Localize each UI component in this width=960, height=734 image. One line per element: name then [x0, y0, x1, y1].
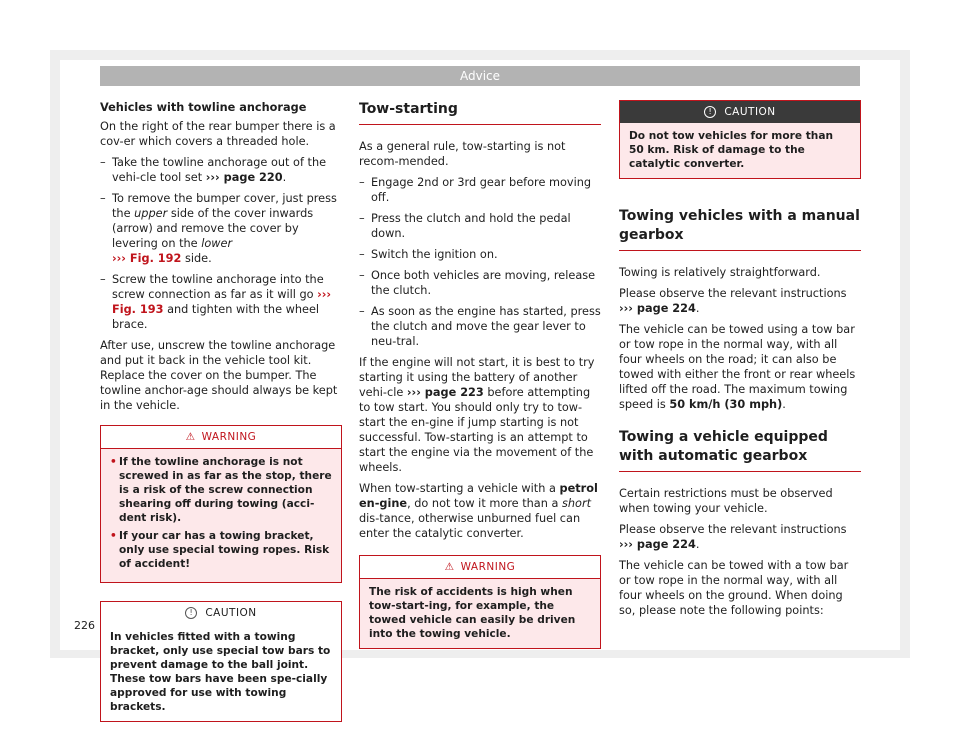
list-item: – Screw the towline anchorage into the screw connection as far as it will go ››› Fig. 193 and tighten with the wheel brace.	[100, 272, 342, 332]
warning-box	[359, 555, 601, 649]
paragraph: Towing is relatively straightforward.	[619, 266, 821, 279]
paragraph-intro: On the right of the rear bumper there is a cov-er which covers a threaded hole.	[100, 120, 336, 148]
page-link[interactable]: ››› page 220	[205, 171, 283, 184]
warning-box	[100, 425, 342, 583]
heading-manual-gearbox: Towing vehicles with a manual gearbox	[619, 207, 861, 251]
page-link[interactable]: ››› page 224	[619, 538, 696, 551]
caution-body: Do not tow vehicles for more than 50 km. Risk of damage to the catalytic converter.	[620, 123, 860, 178]
warning-triangle-icon: ⚠	[444, 561, 455, 573]
list-item: – To remove the bumper cover, just press the upper side of the cover inwards (arrow) and remove the cover by levering on the lower ››› Fig. 192 side.	[100, 191, 342, 266]
warning-header: ⚠ WARNING	[360, 556, 600, 579]
column-3	[619, 100, 861, 624]
list-item: – Engage 2nd or 3rd gear before moving off.	[359, 175, 601, 205]
paragraph: Please observe the relevant instructions ››› page 224.	[619, 523, 847, 551]
bullet-icon: •	[110, 456, 117, 468]
paragraph-petrol-engine: When tow-starting a vehicle with a petrol en-gine, do not tow it more than a short dis-tance, otherwise unburned fuel can enter the catalytic converter.	[359, 482, 598, 540]
info-circle-icon: !	[185, 607, 197, 619]
figure-link[interactable]: ››› Fig. 192	[112, 252, 182, 265]
caution-header: ! CAUTION	[620, 101, 860, 123]
column-2	[359, 100, 601, 661]
caution-body: In vehicles fitted with a towing bracket, only use special tow bars to prevent damage to the ball joint. These tow bars have been spe-cially approved for use with towing brackets.	[101, 624, 341, 721]
warning-header: ⚠ WARNING	[101, 426, 341, 449]
warning-body	[101, 449, 341, 582]
page-number: 226	[74, 619, 95, 632]
list-item: • If the towline anchorage is not screwed in as far as the stop, there is a risk of the screw connection shearing off during towing (acci-dent risk).	[110, 456, 332, 524]
paragraph: Certain restrictions must be observed when towing your vehicle.	[619, 487, 833, 515]
bullet-icon: •	[110, 530, 117, 542]
caution-box	[619, 100, 861, 179]
page-link[interactable]: ››› page 224	[619, 302, 696, 315]
paragraph: The vehicle can be towed using a tow bar or tow rope in the normal way, with all four wheels on the road; it can also be towed with either the front or rear wheels lifted off the road. The maximum towing speed is 50 km/h (30 mph).	[619, 323, 856, 411]
figure-link[interactable]: ››› Fig. 193	[112, 288, 332, 316]
page-link[interactable]: ››› page 223	[406, 386, 484, 399]
caution-header: ! CAUTION	[101, 602, 341, 624]
paragraph: The vehicle can be towed with a tow bar or tow rope in the normal way, with all four wheels on the ground. When doing so, please note the following points:	[619, 559, 849, 617]
caution-box	[100, 601, 342, 722]
section-header: Advice	[100, 66, 860, 86]
paragraph-after-use: After use, unscrew the towline anchorage and put it back in the vehicle tool kit. Replace the cover on the bumper. The towline anchor-age should always be kept in the vehicle.	[100, 339, 338, 412]
paragraph-intro: As a general rule, tow-starting is not recom-mended.	[359, 140, 566, 168]
list-item: • If your car has a towing bracket, only use special towing ropes. Risk of accident!	[110, 530, 330, 570]
step-list	[100, 155, 342, 332]
list-item: – Press the clutch and hold the pedal down.	[359, 211, 601, 241]
list-item: – Once both vehicles are moving, release the clutch.	[359, 268, 601, 298]
info-circle-icon: !	[704, 106, 716, 118]
subheading-towline-anchorage: Vehicles with towline anchorage	[100, 101, 307, 114]
paragraph: Please observe the relevant instructions ››› page 224.	[619, 287, 847, 315]
paragraph-jump-start: If the engine will not start, it is best to try starting it using the battery of another vehi-cle ››› page 223 before attempting to tow start. You should only try to tow-start the en-gine if jump starting is not successful. Tow-starting is an attempt to start the engine via the movement of the wheels.	[359, 356, 595, 474]
column-1	[100, 100, 342, 734]
heading-automatic-gearbox: Towing a vehicle equipped with automatic gearbox	[619, 428, 861, 472]
warning-triangle-icon: ⚠	[185, 431, 196, 443]
list-item: – Switch the ignition on.	[359, 247, 601, 262]
heading-tow-starting: Tow-starting	[359, 100, 601, 125]
warning-body: The risk of accidents is high when tow-start-ing, for example, the towed vehicle can easily be driven into the towing vehicle.	[360, 579, 600, 648]
list-item: – Take the towline anchorage out of the vehi-cle tool set ››› page 220.	[100, 155, 342, 185]
step-list	[359, 175, 601, 349]
list-item: – As soon as the engine has started, press the clutch and move the gear lever to neu-tral.	[359, 304, 601, 349]
